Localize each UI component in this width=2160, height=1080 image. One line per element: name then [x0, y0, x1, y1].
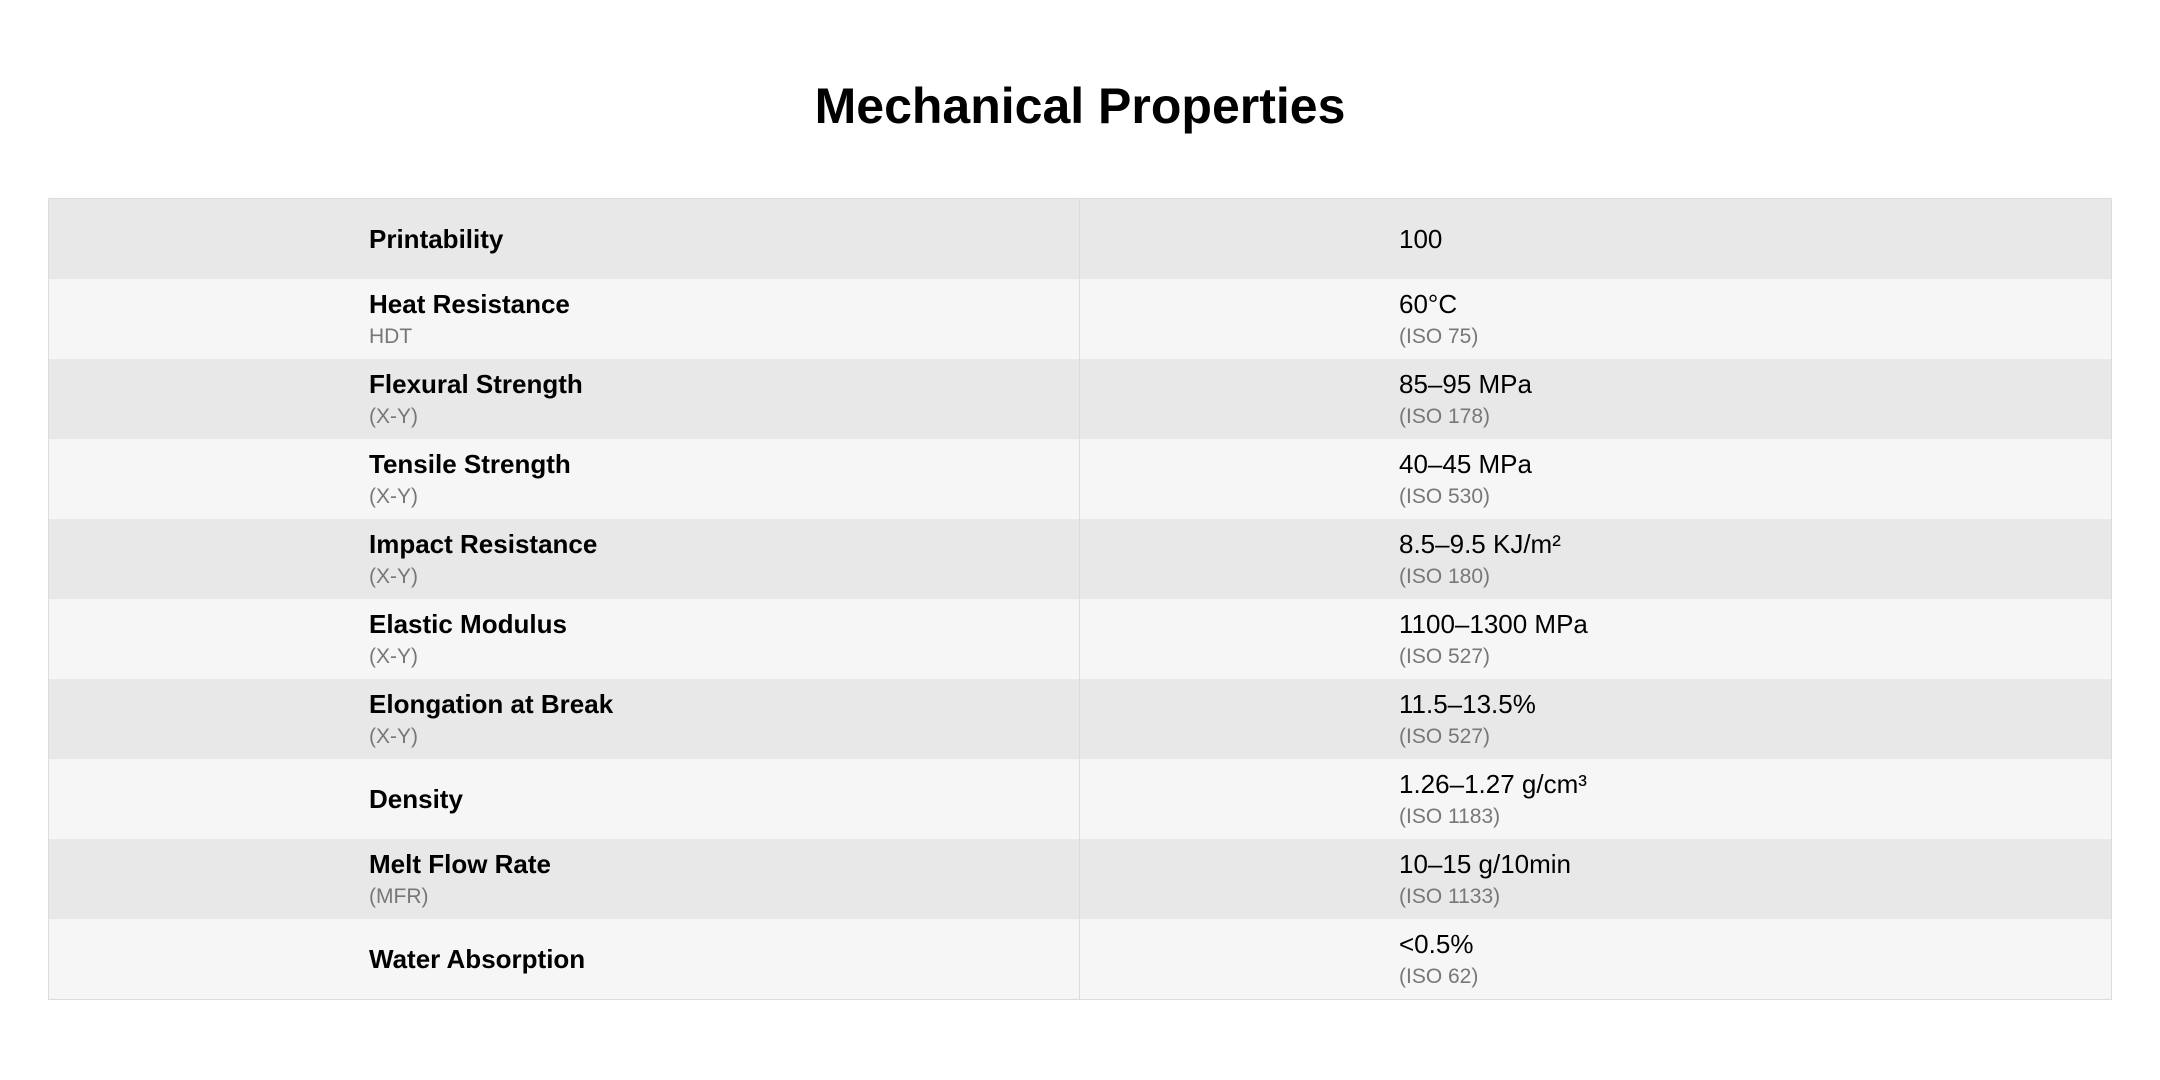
- property-label-cell: [49, 679, 1080, 759]
- property-value-cell: [1080, 279, 2111, 359]
- table-row: [49, 919, 2111, 999]
- property-value: 85–95 MPa: [1399, 368, 1532, 399]
- table-row: [49, 279, 2111, 359]
- property-value-cell: [1080, 759, 2111, 839]
- property-label-cell: [49, 439, 1080, 519]
- property-value-cell: [1080, 679, 2111, 759]
- table-row: [49, 759, 2111, 839]
- property-value: 100: [1399, 224, 1443, 254]
- property-value: 1100–1300 MPa: [1399, 608, 1588, 639]
- table-row: [49, 599, 2111, 679]
- property-label-cell: [49, 359, 1080, 439]
- property-value: 8.5–9.5 KJ/m²: [1399, 528, 1561, 559]
- test-standard: (ISO 75): [1399, 324, 1479, 348]
- property-qualifier: (X-Y): [369, 404, 418, 428]
- property-name: Tensile Strength: [369, 448, 571, 479]
- table-row: [49, 199, 2111, 279]
- test-standard: (ISO 1133): [1399, 884, 1501, 908]
- property-label-cell: [49, 519, 1080, 599]
- property-label-cell: [49, 279, 1080, 359]
- property-value: 11.5–13.5%: [1399, 688, 1536, 719]
- property-qualifier: (X-Y): [369, 484, 418, 508]
- table-row: [49, 519, 2111, 599]
- test-standard: (ISO 530): [1399, 484, 1491, 508]
- property-name: Printability: [369, 224, 504, 254]
- property-qualifier: (X-Y): [369, 644, 418, 668]
- property-label-cell: [49, 199, 1080, 279]
- property-name: Water Absorption: [369, 944, 586, 974]
- property-value-cell: [1080, 919, 2111, 999]
- table-row: [49, 839, 2111, 919]
- property-value: <0.5%: [1399, 928, 1474, 959]
- page-title: Mechanical Properties: [814, 78, 1346, 134]
- test-standard: (ISO 527): [1399, 724, 1491, 748]
- property-value: 10–15 g/10min: [1399, 848, 1572, 879]
- property-qualifier: (MFR): [369, 884, 429, 908]
- property-name: Impact Resistance: [369, 528, 598, 559]
- test-standard: (ISO 178): [1399, 404, 1491, 428]
- property-qualifier: (X-Y): [369, 724, 418, 748]
- property-name: Flexural Strength: [369, 368, 583, 399]
- property-value-cell: [1080, 359, 2111, 439]
- test-standard: (ISO 62): [1399, 964, 1479, 988]
- property-value: 60°C: [1399, 288, 1458, 319]
- property-label-cell: [49, 839, 1080, 919]
- table-row: [49, 359, 2111, 439]
- test-standard: (ISO 1183): [1399, 804, 1501, 828]
- property-value-cell: [1080, 599, 2111, 679]
- property-value: 40–45 MPa: [1399, 448, 1532, 479]
- property-name: Elastic Modulus: [369, 608, 567, 639]
- properties-table: [48, 198, 2112, 1000]
- property-label-cell: [49, 759, 1080, 839]
- table-row: [49, 439, 2111, 519]
- property-value-cell: [1080, 439, 2111, 519]
- test-standard: (ISO 527): [1399, 644, 1491, 668]
- table-row: [49, 679, 2111, 759]
- property-value: 1.26–1.27 g/cm³: [1399, 768, 1587, 799]
- property-name: Density: [369, 784, 463, 814]
- property-name: Elongation at Break: [369, 688, 614, 719]
- property-name: Melt Flow Rate: [369, 848, 552, 879]
- test-standard: (ISO 180): [1399, 564, 1491, 588]
- property-qualifier: HDT: [369, 324, 413, 348]
- property-value-cell: [1080, 519, 2111, 599]
- property-label-cell: [49, 919, 1080, 999]
- property-value-cell: [1080, 839, 2111, 919]
- property-name: Heat Resistance: [369, 288, 570, 319]
- property-label-cell: [49, 599, 1080, 679]
- property-value-cell: [1080, 199, 2111, 279]
- property-qualifier: (X-Y): [369, 564, 418, 588]
